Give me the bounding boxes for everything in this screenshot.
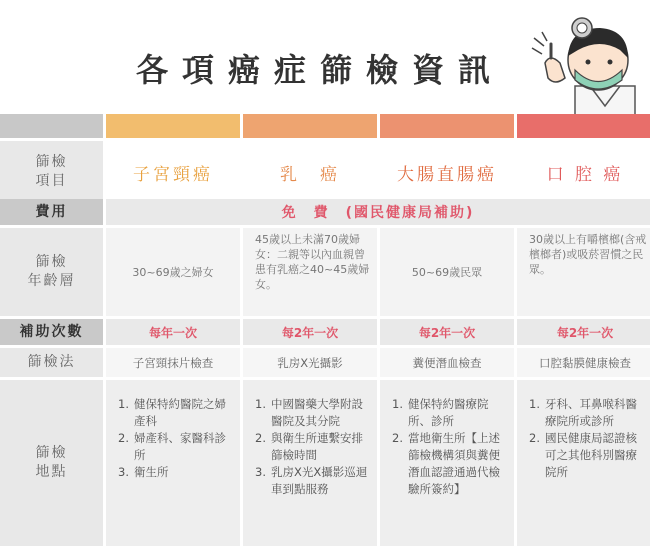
location-colorectal [380, 380, 514, 546]
row-subsidy-count [0, 319, 650, 345]
method-oral: 口腔黏膜健康檢查 [517, 348, 650, 377]
list-item: 1. 牙科、耳鼻喉科醫療院所或診所 [529, 397, 637, 428]
cancer-colorectal: 大腸直腸癌 [397, 164, 497, 185]
age-cervical: 30~69歲之婦女 [106, 228, 240, 316]
color-strip [0, 114, 650, 138]
doctor-illustration-icon [520, 8, 645, 120]
strip-oral [517, 114, 650, 138]
list-item: 3. 衛生所 [118, 465, 169, 479]
list-item: 1. 健保特約醫療院所、診所 [392, 397, 489, 428]
row-location [0, 380, 650, 546]
location-cervical [106, 380, 240, 546]
location-breast [243, 380, 377, 546]
strip-label-cell [0, 114, 103, 138]
method-colorectal: 糞便潛血檢查 [380, 348, 514, 377]
age-colorectal: 50~69歲民眾 [380, 228, 514, 316]
label-fee: 費用 [0, 199, 103, 225]
label-method: 篩檢法 [0, 348, 103, 377]
row-method [0, 348, 650, 377]
row-age-group [0, 228, 650, 316]
location-oral [517, 380, 650, 546]
strip-colorectal [380, 114, 514, 138]
cancer-oral: 口 腔 癌 [546, 164, 624, 185]
row-screening-items [0, 141, 650, 203]
row-fee [0, 199, 650, 225]
list-item: 1. 健保特約醫院之婦產科 [118, 397, 226, 428]
age-oral: 30歲以上有嚼檳榔(含戒檳榔者)或吸菸習慣之民眾。 [517, 228, 650, 316]
cancer-breast: 乳 癌 [280, 164, 340, 185]
label-screening-item: 篩檢 項目 [0, 141, 103, 203]
list-item: 2. 婦產科、家醫科診所 [118, 431, 226, 462]
cancer-cervical: 子宮頸癌 [133, 164, 213, 185]
label-subsidy-count: 補助次數 [0, 319, 103, 345]
list-item: 3. 乳房X光X攝影巡迴車到點服務 [255, 465, 368, 496]
subsidy-oral: 每2年一次 [517, 319, 650, 345]
strip-cervical [106, 114, 240, 138]
method-breast: 乳房X光攝影 [243, 348, 377, 377]
list-item: 2. 國民健康局認證核可之其他科別醫療院所 [529, 431, 637, 479]
method-cervical: 子宮頸抹片檢查 [106, 348, 240, 377]
page-title: 各項癌症篩檢資訊 [135, 51, 504, 89]
list-item: 1. 中國醫藥大學附設醫院及其分院 [255, 397, 363, 428]
label-age-group: 篩檢 年齡層 [0, 228, 103, 316]
fee-value: 免 費 (國民健康局補助) [106, 199, 650, 225]
strip-breast [243, 114, 377, 138]
subsidy-colorectal: 每2年一次 [380, 319, 514, 345]
list-item: 2. 與衛生所連繫安排篩檢時間 [255, 431, 363, 462]
subsidy-breast: 每2年一次 [243, 319, 377, 345]
age-breast: 45歲以上未滿70歲婦女：二親等以內血親曾患有乳癌之40~45歲婦女。 [243, 228, 377, 316]
label-location: 篩檢 地點 [0, 380, 103, 546]
screening-table [0, 114, 650, 546]
subsidy-cervical: 每年一次 [106, 319, 240, 345]
list-item: 2. 當地衛生所【上述篩檢機構須與糞便潛血認證通過代檢驗所簽約】 [392, 431, 500, 496]
